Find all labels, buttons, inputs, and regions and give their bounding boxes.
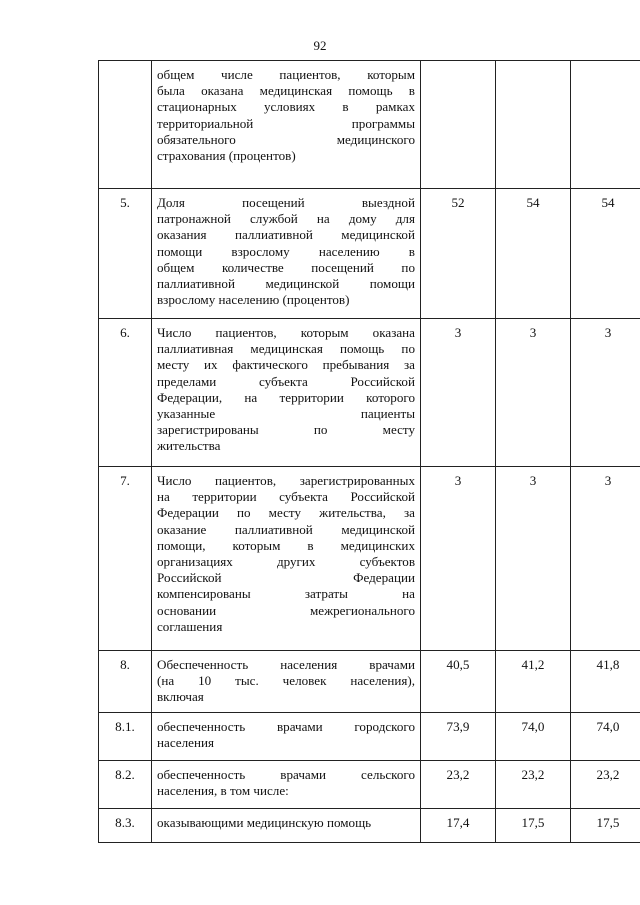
year-value-cell-3: 3 <box>571 319 640 467</box>
table-row <box>99 61 640 189</box>
year-value-cell-3 <box>571 61 640 189</box>
indicator-description-cell <box>152 760 421 808</box>
description-line: обеспеченность врачами сельского <box>157 766 415 782</box>
year-value-cell-2: 54 <box>496 189 571 319</box>
indicator-description-cell <box>152 808 421 842</box>
year-value-cell-2: 23,2 <box>496 760 571 808</box>
description-line: стационарных условиях в рамках <box>157 99 415 115</box>
table-row <box>99 712 640 760</box>
year-value-cell-2: 3 <box>496 319 571 467</box>
row-number-cell: 5. <box>99 189 152 319</box>
description-line: помощи, которым в медицинских <box>157 537 415 553</box>
table-row <box>99 808 640 842</box>
description-line: оказывающими медицинскую помощь <box>157 814 372 830</box>
description-line: соглашения <box>157 618 223 634</box>
row-number-cell: 8.2. <box>99 760 152 808</box>
description-line: помощи взрослому населению в <box>157 243 415 259</box>
description-line: включая <box>157 689 204 705</box>
description-line: Число пациентов, которым оказана <box>157 325 415 340</box>
row-number-cell <box>99 61 152 189</box>
description-line: Доля посещений выездной <box>157 195 415 210</box>
year-value-cell-1: 23,2 <box>421 760 496 808</box>
year-value-cell-1: 52 <box>421 189 496 319</box>
indicator-description-cell <box>152 712 421 760</box>
year-value-cell-2: 74,0 <box>496 712 571 760</box>
description-line: населения <box>157 734 214 750</box>
indicator-description-cell <box>152 651 421 713</box>
table-row <box>99 467 640 651</box>
description-line: зарегистрированы по месту <box>157 422 415 438</box>
description-line: указанные пациенты <box>157 406 415 422</box>
year-value-cell-3: 74,0 <box>571 712 640 760</box>
indicator-description-cell <box>152 189 421 319</box>
description-line: Обеспеченность населения врачами <box>157 657 415 672</box>
row-number-cell: 8.1. <box>99 712 152 760</box>
year-value-cell-3: 17,5 <box>571 808 640 842</box>
description-line: страхования (процентов) <box>157 148 296 164</box>
year-value-cell-3: 41,8 <box>571 651 640 713</box>
description-line: обеспеченность врачами городского <box>157 718 415 734</box>
page-number: 92 <box>313 38 327 53</box>
description-line: патронажной службой на дому для <box>157 211 415 227</box>
description-line: была оказана медицинская помощь в <box>157 83 415 99</box>
year-value-cell-2: 3 <box>496 467 571 651</box>
year-value-cell-2 <box>496 61 571 189</box>
description-line: Федерации, на территории которого <box>157 389 415 405</box>
row-number-cell: 7. <box>99 467 152 651</box>
year-value-cell-3: 54 <box>571 189 640 319</box>
year-value-cell-1: 3 <box>421 319 496 467</box>
description-line: (на 10 тыс. человек населения), <box>157 673 415 689</box>
description-line: обязательного медицинского <box>157 131 415 147</box>
description-line: паллиативной медицинской помощи <box>157 276 415 292</box>
indicators-table <box>98 60 640 843</box>
description-line: Федерации по месту жительства, за <box>157 505 415 521</box>
description-line: оказания паллиативной медицинской <box>157 227 415 243</box>
description-line: взрослому населению (процентов) <box>157 292 350 308</box>
table-row <box>99 189 640 319</box>
year-value-cell-1: 3 <box>421 467 496 651</box>
indicator-description-cell <box>152 467 421 651</box>
description-line: компенсированы затраты на <box>157 586 415 602</box>
description-line: паллиативная медицинская помощь по <box>157 341 415 357</box>
row-number-cell: 6. <box>99 319 152 467</box>
description-line: пределами субъекта Российской <box>157 373 415 389</box>
description-line: территориальной программы <box>157 115 415 131</box>
indicator-description-cell <box>152 319 421 467</box>
description-line: жительства <box>157 438 221 454</box>
year-value-cell-1: 40,5 <box>421 651 496 713</box>
description-line: организациях других субъектов <box>157 554 415 570</box>
row-number-cell: 8.3. <box>99 808 152 842</box>
description-line: Российской Федерации <box>157 570 415 586</box>
year-value-cell-2: 17,5 <box>496 808 571 842</box>
year-value-cell-1: 17,4 <box>421 808 496 842</box>
description-line: основании межрегионального <box>157 602 415 618</box>
description-line: месту их фактического пребывания за <box>157 357 415 373</box>
year-value-cell-1 <box>421 61 496 189</box>
indicators-table-body <box>99 61 640 843</box>
year-value-cell-3: 3 <box>571 467 640 651</box>
row-number-cell: 8. <box>99 651 152 713</box>
table-row <box>99 651 640 713</box>
description-line: оказание паллиативной медицинской <box>157 521 415 537</box>
year-value-cell-1: 73,9 <box>421 712 496 760</box>
description-line: населения, в том числе: <box>157 782 289 798</box>
description-line: общем количестве посещений по <box>157 259 415 275</box>
year-value-cell-3: 23,2 <box>571 760 640 808</box>
table-row <box>99 319 640 467</box>
year-value-cell-2: 41,2 <box>496 651 571 713</box>
description-line: общем числе пациентов, которым <box>157 67 415 82</box>
table-row <box>99 760 640 808</box>
indicator-description-cell <box>152 61 421 189</box>
description-line: на территории субъекта Российской <box>157 489 415 505</box>
description-line: Число пациентов, зарегистрированных <box>157 473 415 488</box>
